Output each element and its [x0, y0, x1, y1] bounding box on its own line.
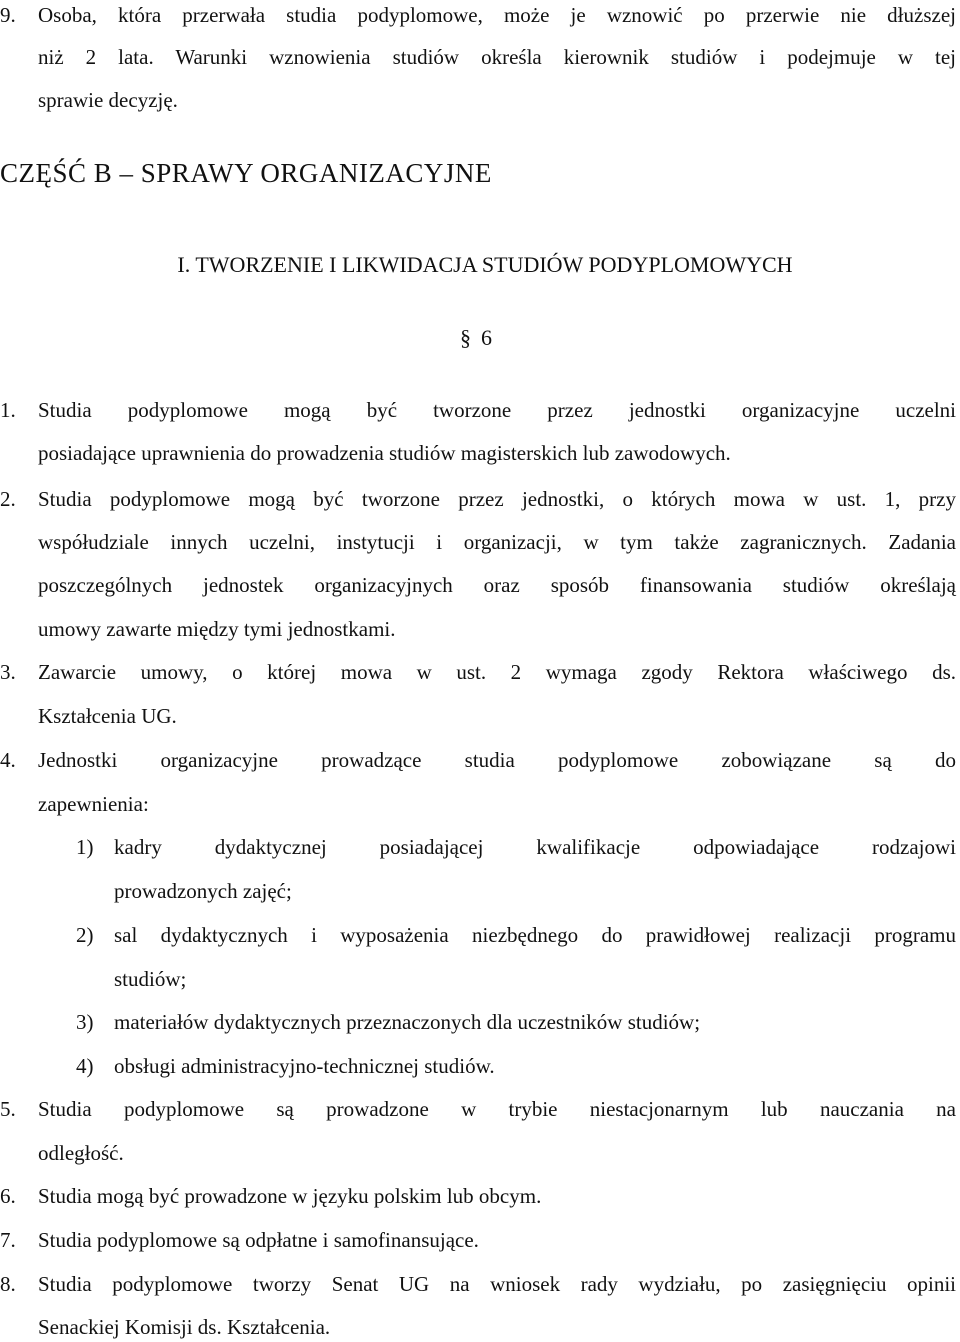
item-text-line: Kształcenia UG.: [38, 704, 177, 728]
sub-item-text-line: obsługi administracyjno-technicznej studiów.: [114, 1054, 495, 1078]
sub-item-text-line: materiałów dydaktycznych przeznaczonych dla uczestników studiów;: [114, 1010, 701, 1034]
paragraph-number: [460, 322, 492, 354]
item-number: 5.: [0, 1097, 16, 1121]
item-text-line: niż 2 lata. Warunki wznowienia studiów określa kierownik studiów i podejmuje w tej: [38, 45, 956, 69]
sub-item-number: 1): [76, 835, 94, 859]
item-number: 6.: [0, 1184, 16, 1208]
item-text-line: posiadające uprawnienia do prowadzenia studiów magisterskich lub zawodowych.: [38, 441, 731, 465]
item-text-line: Studia podyplomowe mogą być tworzone przez jednostki, o których mowa w ust. 1, przy: [38, 487, 956, 511]
paragraph-number-value: 6: [481, 325, 492, 350]
sub-item-text-line: studiów;: [114, 967, 187, 991]
section-heading: I. TWORZENIE I LIKWIDACJA STUDIÓW PODYPLOMOWYCH: [177, 252, 793, 277]
item-text-line: Studia mogą być prowadzone w języku polskim lub obcym.: [38, 1184, 542, 1208]
item-text-line: zapewnienia:: [38, 792, 149, 816]
part-heading: CZĘŚĆ B – SPRAWY ORGANIZACYJNE: [0, 158, 492, 188]
sub-item-text-line: kadry dydaktycznej posiadającej kwalifikacje odpowiadające rodzajowi: [114, 835, 956, 859]
item-text-line: Studia podyplomowe są prowadzone w trybie niestacjonarnym lub nauczania na: [38, 1097, 956, 1121]
item-text-line: Zawarcie umowy, o której mowa w ust. 2 wymaga zgody Rektora właściwego ds.: [38, 660, 956, 684]
item-number: 9.: [0, 3, 16, 27]
item-text-line: sprawie decyzję.: [38, 88, 178, 112]
item-text-line: Studia podyplomowe mogą być tworzone przez jednostki organizacyjne uczelni: [38, 398, 956, 422]
item-text-line: Senackiej Komisji ds. Kształcenia.: [38, 1315, 331, 1339]
sub-item-text-line: sal dydaktycznych i wyposażenia niezbędnego do prawidłowej realizacji programu: [114, 923, 956, 947]
item-number: 7.: [0, 1228, 16, 1252]
item-number: 2.: [0, 487, 16, 511]
item-text-line: Osoba, która przerwała studia podyplomowe, może je wznowić po przerwie nie dłuższej: [38, 3, 956, 27]
item-text-line: współudziale innych uczelni, instytucji i organizacji, w tym także zagranicznych. Zadania: [38, 530, 956, 554]
section-sign-icon: §: [460, 325, 471, 350]
item-number: 4.: [0, 748, 16, 772]
item-number: 1.: [0, 398, 16, 422]
item-text-line: odległość.: [38, 1141, 124, 1165]
item-number: 3.: [0, 660, 16, 684]
item-text-line: umowy zawarte między tymi jednostkami.: [38, 617, 396, 641]
item-text-line: Studia podyplomowe są odpłatne i samofinansujące.: [38, 1228, 479, 1252]
item-text-line: Jednostki organizacyjne prowadzące studia podyplomowe zobowiązane są do: [38, 748, 956, 772]
sub-item-number: 3): [76, 1010, 94, 1034]
sub-item-number: 4): [76, 1054, 94, 1078]
sub-item-text-line: prowadzonych zajęć;: [114, 879, 292, 903]
sub-item-number: 2): [76, 923, 94, 947]
item-text-line: Studia podyplomowe tworzy Senat UG na wniosek rady wydziału, po zasięgnięciu opinii: [38, 1272, 956, 1296]
item-number: 8.: [0, 1272, 16, 1296]
item-text-line: poszczególnych jednostek organizacyjnych oraz sposób finansowania studiów określają: [38, 573, 956, 597]
